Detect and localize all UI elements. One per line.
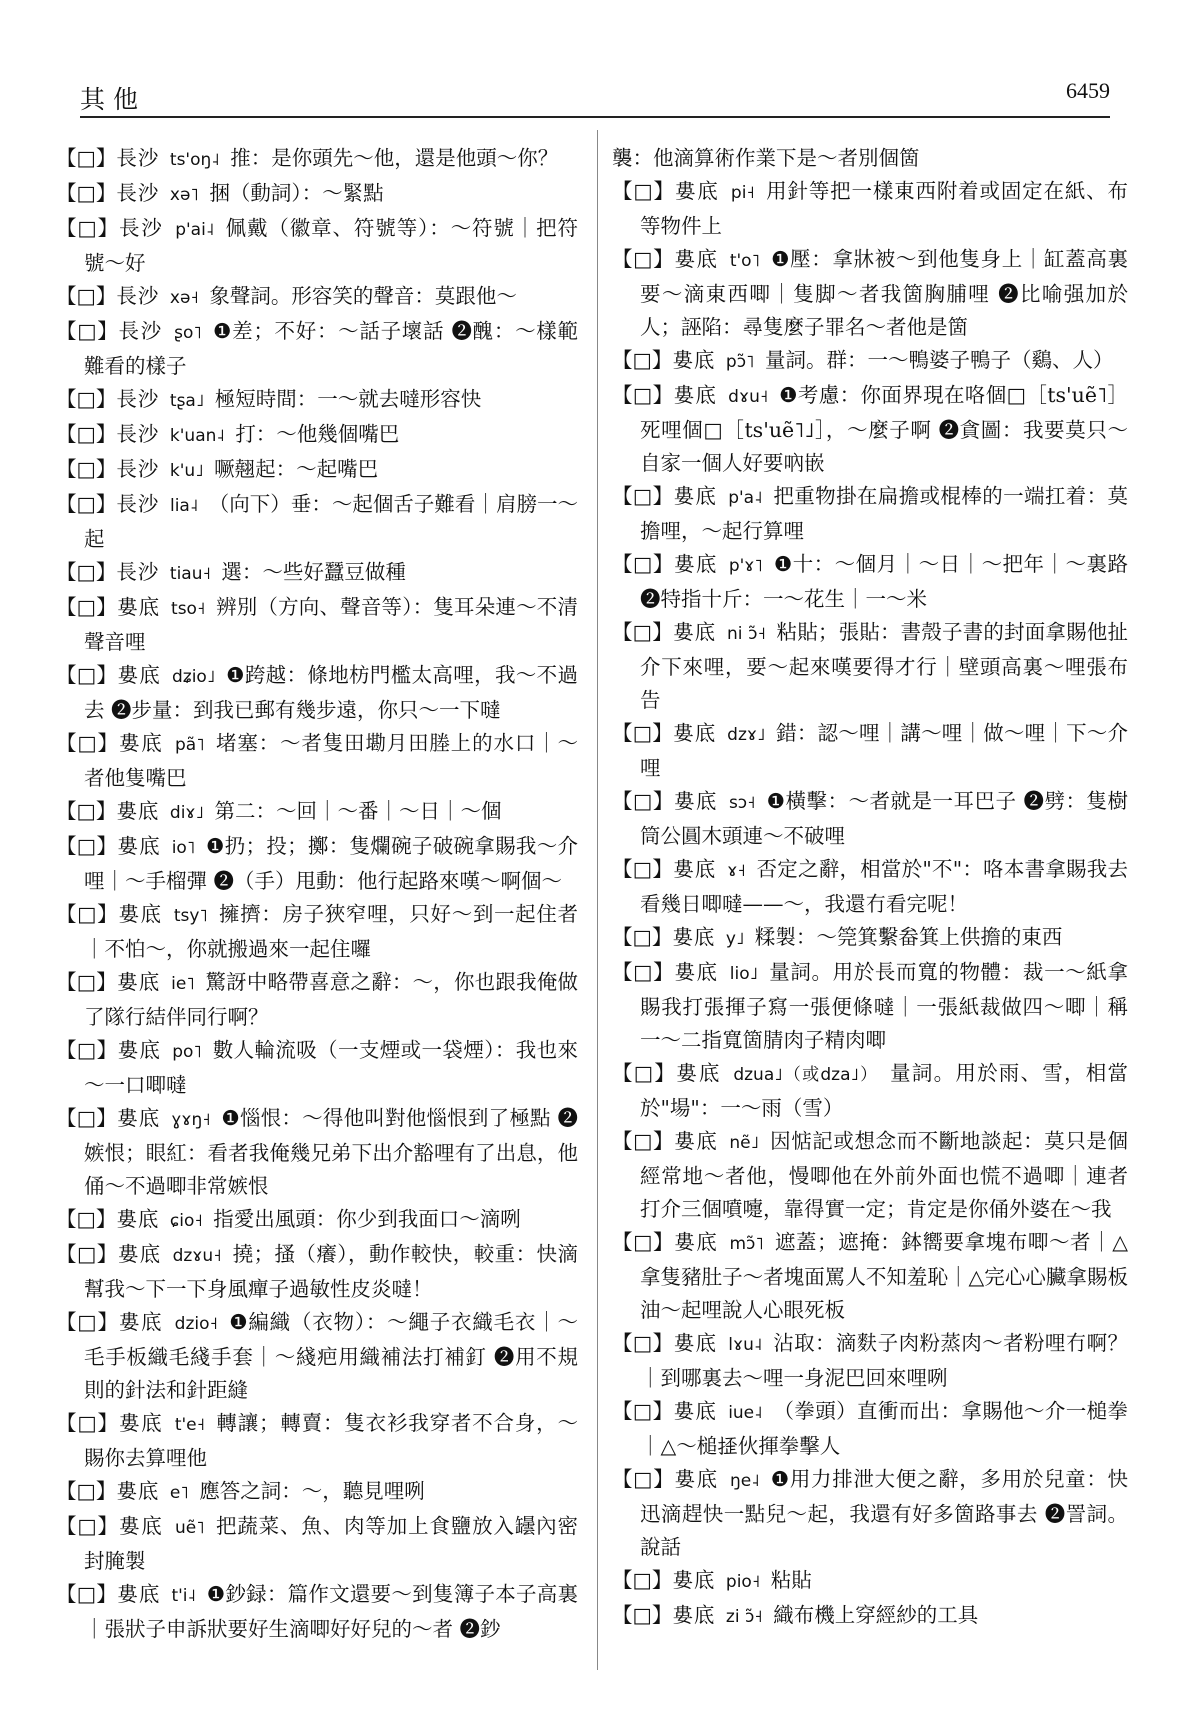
entry-tag: 【□】 <box>56 1106 118 1130</box>
entry-definition: 第二：～回｜～番｜～日｜～個 <box>214 799 502 823</box>
entry-tag: 【□】 <box>56 799 117 823</box>
dictionary-entry <box>612 616 1128 717</box>
entry-definition: 否定之辭，相當於"不"：咯本書拿賜我去看幾日唧噠——～，我還冇看完呢！ <box>640 857 1128 916</box>
column-divider <box>597 130 598 1670</box>
entry-definition: ❶編織（衣物）：～繩子衣織毛衣｜～毛手板織毛綫手套｜～綫疤用織補法打補釘 ❷用不規則的針法和針距縫 <box>84 1310 578 1402</box>
entry-ipa: lɤu˨ <box>728 1335 763 1355</box>
entry-definition: 用針等把一樣東西附着或固定在紙、布等物件上 <box>640 179 1128 238</box>
dictionary-entry <box>56 795 578 830</box>
entry-place: 長沙 <box>116 387 160 411</box>
entry-ipa: ŋe˨ <box>729 1471 760 1491</box>
entry-place: 婁底 <box>117 1242 162 1266</box>
entry-definition: 辨別（方向、聲音等）：隻耳朵連～不清聲音哩 <box>84 595 578 654</box>
dictionary-entry <box>56 383 578 418</box>
entry-ipa: tsy˥ <box>173 906 208 926</box>
entry-place: 婁底 <box>674 1230 719 1254</box>
entry-tag: 【□】 <box>612 960 675 984</box>
entry-tag: 【□】 <box>56 216 120 240</box>
entry-definition: 把重物掛在扁擔或棍棒的一端扛着：莫擔哩，～起行算哩 <box>640 484 1128 543</box>
entry-ipa: pi˧ <box>730 183 755 203</box>
entry-place: 婁底 <box>117 1038 162 1062</box>
dictionary-entry <box>56 659 578 727</box>
dictionary-entry <box>56 1510 578 1578</box>
entry-tag: 【□】 <box>56 731 119 755</box>
entry-place: 婁底 <box>674 247 719 271</box>
entry-tag: 【□】 <box>56 1514 119 1538</box>
entry-definition: （拳頭）直衝而出：拿賜他～介一槌拳｜△～槌𢱉伙揮拳擊人 <box>640 1399 1129 1458</box>
section-title: 其他 <box>80 85 147 114</box>
entry-definition: ❶十：～個月｜～日｜～把年｜～裏路 ❷特指十斤：一～花生｜一～米 <box>640 552 1128 611</box>
entry-place: 婁底 <box>116 1479 160 1503</box>
entry-ipa: ni ɔ̃˧ <box>727 624 766 644</box>
entry-tag: 【□】 <box>56 902 119 926</box>
entry-definition: 應答之詞：～，聽見哩咧 <box>199 1479 425 1503</box>
dictionary-entry <box>612 1125 1128 1226</box>
entry-tag: 【□】 <box>612 484 674 508</box>
entry-place: 婁底 <box>118 1514 164 1538</box>
entry-place: 長沙 <box>119 216 164 240</box>
dictionary-entry <box>56 212 578 280</box>
entry-tag: 【□】 <box>612 925 673 949</box>
dictionary-entry <box>612 243 1128 344</box>
entry-ipa: uẽ˥ <box>174 1518 205 1538</box>
entry-ipa: dzɤ˩ <box>727 725 766 745</box>
entry-place: 婁底 <box>673 383 718 407</box>
entry-tag: 【□】 <box>56 492 117 516</box>
entry-tag: 【□】 <box>56 1479 117 1503</box>
entry-ipa: dzɤu˧ <box>172 1246 222 1266</box>
entry-place: 長沙 <box>118 319 163 343</box>
entry-tag: 【□】 <box>612 857 674 881</box>
entry-definition: 推：是你頭先～他，還是他頭～你？ <box>230 146 559 170</box>
entry-definition: 佩戴（徽章、符號等）：～符號｜把符號～好 <box>84 216 579 275</box>
entry-tag: 【□】 <box>56 146 117 170</box>
entry-ipa: ie˥ <box>171 974 195 994</box>
entry-definition: 錯：認～哩｜講～哩｜做～哩｜下～介哩 <box>640 721 1128 780</box>
entry-place: 婁底 <box>674 179 720 203</box>
dictionary-entry <box>612 480 1128 548</box>
entry-tag: 【□】 <box>612 1603 673 1627</box>
dictionary-entry <box>56 556 578 591</box>
entry-tag: 【□】 <box>56 1207 117 1231</box>
dictionary-entry <box>612 717 1128 785</box>
entry-tag: 【□】 <box>612 620 673 644</box>
entry-tag: 【□】 <box>56 1411 119 1435</box>
page-header <box>80 78 1110 116</box>
entry-place: 婁底 <box>672 1568 716 1592</box>
entry-tag: 【□】 <box>56 595 117 619</box>
entry-definition: ❶用力排泄大便之辭，多用於兒童：快迅滴趕快一點兒～起，我還有好多箇路事去 ❷詈詞。說話 <box>640 1467 1128 1559</box>
entry-ipa: pio˧ <box>725 1572 761 1592</box>
dictionary-entry <box>56 591 578 659</box>
entry-ipa: nẽ˩ <box>729 1133 760 1153</box>
entry-place: 婁底 <box>116 1207 160 1231</box>
dictionary-entry <box>612 1599 1128 1634</box>
entry-ipa: ɤ˧ <box>727 861 746 881</box>
dictionary-entry <box>56 1407 578 1475</box>
entry-place: 婁底 <box>674 1129 719 1153</box>
entry-tag: 【□】 <box>612 179 675 203</box>
entry-ipa: xə˧ <box>169 288 199 308</box>
entry-tag: 【□】 <box>612 789 674 813</box>
entry-tag: 【□】 <box>612 1568 673 1592</box>
dictionary-entry <box>56 966 578 1034</box>
entry-place: 婁底 <box>116 799 160 823</box>
entry-place: 婁底 <box>118 902 163 926</box>
dictionary-entry <box>56 830 578 898</box>
dictionary-entry <box>612 956 1128 1057</box>
dictionary-entry <box>56 1306 578 1407</box>
page-number: 6459 <box>1066 78 1110 103</box>
entry-definition: 織布機上穿經紗的工具 <box>773 1603 979 1627</box>
entry-ipa: tʂa˩ <box>169 391 205 411</box>
entry-definition: 轉讓；轉賣：隻衣衫我穿者不合身，～賜你去算哩他 <box>84 1411 579 1470</box>
dictionary-entry <box>56 280 578 315</box>
entry-definition: 糅製：～筦箕繫畚箕上供擔的東西 <box>754 925 1063 949</box>
entry-place: 婁底 <box>672 620 717 644</box>
entry-continuation: 襲：他滴算術作業下是～者別個箇 <box>612 146 920 170</box>
dictionary-entry <box>612 853 1128 921</box>
dictionary-entry <box>612 1226 1128 1327</box>
entry-definition: ❶壓：拿牀被～到他隻身上｜缸蓋高裏要～滴東西唧｜隻脚～者我箇胸脯哩 ❷比喻强加於人；誣陷：尋隻麼子罪名～者他是箇 <box>640 247 1128 339</box>
entry-tag: 【□】 <box>612 1061 677 1085</box>
entry-definition: 極短時間：一～就去噠形容快 <box>214 387 482 411</box>
entry-definition: 打：～他幾個嘴巴 <box>235 422 400 446</box>
entry-ipa: mɔ̃˥ <box>729 1234 764 1254</box>
entry-ipa: ɕio˧ <box>169 1211 203 1231</box>
entry-place: 婁底 <box>673 552 718 576</box>
entry-place: 婁底 <box>672 348 716 372</box>
right-column <box>612 142 1128 1634</box>
entry-ipa: t'i˨ <box>171 1586 196 1606</box>
entry-ipa: dzua˩（或dza˩） <box>733 1065 879 1085</box>
dictionary-entry <box>56 142 578 177</box>
entry-tag: 【□】 <box>56 663 118 687</box>
entry-definition: ❶扔；投；擲：隻爛碗子破碗拿賜我～介哩｜～手榴彈 ❷（手）甩動：他行起路來嘆～啊個～ <box>84 834 578 893</box>
header-rule <box>80 116 1110 118</box>
entry-ipa: k'uan˨ <box>169 426 225 446</box>
entry-ipa: p'a˨ <box>728 488 763 508</box>
entry-place: 婁底 <box>117 663 162 687</box>
entry-place: 長沙 <box>116 560 160 584</box>
dictionary-entry <box>56 898 578 966</box>
entry-ipa: pɔ̃˥ <box>725 352 755 372</box>
entry-definition: 把蔬菜、魚、肉等加上食鹽放入罎內密封腌製 <box>84 1514 579 1573</box>
entry-place: 婁底 <box>117 1582 161 1606</box>
dictionary-entry <box>56 418 578 453</box>
entry-tag: 【□】 <box>612 247 675 271</box>
dictionary-entry <box>612 379 1128 480</box>
dictionary-entry <box>56 1475 578 1510</box>
entry-ipa: lio˩ <box>729 964 759 984</box>
dictionary-entry <box>56 727 578 795</box>
entry-tag: 【□】 <box>56 970 117 994</box>
entry-tag: 【□】 <box>612 1399 674 1423</box>
entry-tag: 【□】 <box>56 1242 118 1266</box>
entry-tag: 【□】 <box>612 1230 675 1254</box>
entry-definition: 堵塞：～者隻田墈月田塍上的水口｜～者他隻嘴巴 <box>84 731 579 790</box>
entry-ipa: zi ɔ̃˧ <box>725 1607 763 1627</box>
entry-tag: 【□】 <box>612 348 673 372</box>
entry-ipa: dzio˧ <box>174 1314 218 1334</box>
entry-ipa: e˥ <box>169 1483 189 1503</box>
entry-ipa: lia˨ <box>169 496 199 516</box>
dictionary-entry <box>56 1238 578 1306</box>
entry-definition: ❶差；不好：～話子壞話 ❷醜：～樣範難看的樣子 <box>84 319 578 378</box>
dictionary-entry <box>56 488 578 556</box>
entry-definition: ❶跨越：條地枋門檻太高哩，我～不過去 ❷步量：到我已郵有幾步遠，你只～一下噠 <box>84 663 578 722</box>
entry-ipa: sɔ˧ <box>728 793 756 813</box>
entry-definition: 擁擠：房子狹窄哩，只好～到一起住者｜不怕～，你就搬過來一起住囉 <box>84 902 578 961</box>
dictionary-entry <box>56 315 578 383</box>
entry-ipa: y˩ <box>725 929 745 949</box>
entry-definition: 捆（動詞）：～緊點 <box>209 181 384 205</box>
entry-place: 長沙 <box>116 181 160 205</box>
entry-place: 婁底 <box>674 1467 719 1491</box>
entry-tag: 【□】 <box>612 1331 674 1355</box>
entry-ipa: t'e˧ <box>174 1415 206 1435</box>
entry-ipa: t'o˥ <box>729 251 760 271</box>
entry-ipa: po˥ <box>172 1042 202 1062</box>
entry-tag: 【□】 <box>56 387 117 411</box>
entry-definition: 選：～些好蠶豆做種 <box>221 560 406 584</box>
entry-definition: 沾取：滴麩子肉粉蒸肉～者粉哩冇啊？｜到哪裏去～哩一身泥巴回來哩咧 <box>640 1331 1129 1390</box>
dictionary-entry <box>612 1564 1128 1599</box>
entry-definition: 指愛出風頭：你少到我面口～滴咧 <box>213 1207 521 1231</box>
entry-place: 長沙 <box>116 146 160 170</box>
entry-ipa: tso˧ <box>171 599 206 619</box>
entry-place: 婁底 <box>674 960 719 984</box>
entry-place: 婁底 <box>673 1399 718 1423</box>
entry-place: 婁底 <box>117 1106 161 1130</box>
dictionary-entry <box>612 142 1128 175</box>
entry-ipa: ts'oŋ˨ <box>169 150 220 170</box>
entry-definition: 遮蓋；遮掩：鉢嚮要拿塊布唧～者｜△拿隻豬肚子～者塊面罵人不知羞恥｜△完心心臟拿賜板油～起哩說人心眼死板 <box>640 1230 1128 1322</box>
dictionary-entry <box>56 453 578 488</box>
entry-tag: 【□】 <box>612 552 674 576</box>
entry-definition: 粘貼 <box>770 1568 812 1592</box>
entry-place: 婁底 <box>673 721 717 745</box>
entry-ipa: pã˥ <box>175 735 205 755</box>
entry-ipa: ʂo˥ <box>174 323 202 343</box>
entry-definition: ❶鈔録：篇作文還要～到隻簿子本子高裏｜張狀子申訴狀要好生滴唧好好兒的～者 ❷鈔 <box>84 1582 578 1641</box>
entry-ipa: io˥ <box>171 838 196 858</box>
entry-place: 婁底 <box>673 1331 718 1355</box>
entry-ipa: dʑio˩ <box>171 667 216 687</box>
entry-ipa: k'u˩ <box>169 461 204 481</box>
entry-place: 婁底 <box>673 484 718 508</box>
left-column <box>56 142 578 1646</box>
dictionary-entry <box>56 1578 578 1646</box>
entry-tag: 【□】 <box>612 383 674 407</box>
entry-ipa: iue˨ <box>728 1403 763 1423</box>
entry-definition: ❶惱恨：～得他叫對他惱恨到了極點 ❷嫉恨；眼紅：看者我俺幾兄弟下出介豁哩有了出息，他俑～不過唧非常嫉恨 <box>84 1106 578 1198</box>
entry-place: 婁底 <box>672 925 716 949</box>
entry-definition: 因惦記或想念而不斷地談起：莫只是個經常地～者他，慢唧他在外前外面也慌不過唧｜連者打介三個噴嚏，靠得實一定；肯定是你俑外婆在～我 <box>640 1129 1128 1221</box>
dictionary-entry <box>612 175 1128 243</box>
entry-place: 婁底 <box>118 731 164 755</box>
entry-definition: 象聲詞。形容笑的聲音：莫跟他～ <box>209 284 517 308</box>
entry-ipa: dɤu˧ <box>728 387 769 407</box>
dictionary-entry <box>56 1102 578 1203</box>
dictionary-entry <box>56 177 578 212</box>
entry-ipa: tiau˧ <box>169 564 211 584</box>
dictionary-entry <box>612 1395 1128 1463</box>
entry-definition: 量詞。用於長而寬的物體：裁一～紙拿賜我打張揮子寫一張便條噠｜一張紙裁做四～唧｜稱一～二指寬箇腈肉子精肉唧 <box>640 960 1129 1052</box>
entry-place: 婁底 <box>673 857 717 881</box>
entry-place: 婁底 <box>117 834 161 858</box>
entry-place: 婁底 <box>117 970 161 994</box>
entry-place: 婁底 <box>118 1310 164 1334</box>
entry-definition: ❶橫擊：～者就是一耳巴子 ❷劈：隻樹筒公圓木頭連～不破哩 <box>640 789 1129 848</box>
entry-place: 長沙 <box>116 422 160 446</box>
entry-tag: 【□】 <box>56 319 119 343</box>
entry-tag: 【□】 <box>56 284 117 308</box>
entry-place: 婁底 <box>672 1603 716 1627</box>
entry-place: 婁底 <box>676 1061 722 1085</box>
entry-place: 婁底 <box>118 1411 164 1435</box>
entry-definition: 驚訝中略帶喜意之辭：～，你也跟我俺做了隊行結伴同行啊？ <box>84 970 578 1029</box>
entry-ipa: xə˥ <box>169 185 199 205</box>
entry-place: 長沙 <box>116 284 160 308</box>
entry-tag: 【□】 <box>56 1582 118 1606</box>
entry-definition: 噘翹起：～起嘴巴 <box>214 457 379 481</box>
dictionary-entry <box>612 1327 1128 1395</box>
entry-definition: 撓；搔（癢），動作較快，較重：快滴幫我～下一下身風癉子過敏性皮炎噠！ <box>84 1242 578 1301</box>
entry-definition: （向下）垂：～起個舌子難看｜肩膀一～起 <box>84 492 578 551</box>
entry-tag: 【□】 <box>56 422 117 446</box>
entry-ipa: diɤ˩ <box>169 803 204 823</box>
entry-tag: 【□】 <box>612 1467 675 1491</box>
dictionary-entry <box>612 1057 1128 1125</box>
entry-tag: 【□】 <box>56 1038 118 1062</box>
entry-definition: ❶考慮：你面界現在咯個□［ts'uẽ˥］死哩個□［ts'uẽ˥˩］，～麼子啊 ❷貪圖：我要莫只～自家一個人好要吶嵌 <box>640 383 1129 475</box>
entry-tag: 【□】 <box>56 457 117 481</box>
entry-place: 婁底 <box>116 595 161 619</box>
entry-ipa: ɣɤŋ˧ <box>171 1110 211 1130</box>
entry-definition: 數人輪流吸（一支煙或一袋煙）：我也來～一口唧噠 <box>84 1038 578 1097</box>
dictionary-entry <box>612 548 1128 616</box>
entry-tag: 【□】 <box>612 721 673 745</box>
entry-ipa: p'ai˨ <box>175 220 215 240</box>
entry-tag: 【□】 <box>56 1310 119 1334</box>
dictionary-entry <box>612 344 1128 379</box>
entry-place: 婁底 <box>673 789 718 813</box>
entry-definition: 量詞。群：一～鴨婆子鴨子（鷄、人） <box>764 348 1114 372</box>
dictionary-entry <box>612 785 1128 853</box>
entry-ipa: p'ɤ˥ <box>728 556 763 576</box>
entry-tag: 【□】 <box>56 560 117 584</box>
dictionary-entry <box>56 1203 578 1238</box>
entry-place: 長沙 <box>116 492 160 516</box>
entry-tag: 【□】 <box>56 181 117 205</box>
dictionary-entry <box>612 921 1128 956</box>
entry-tag: 【□】 <box>56 834 118 858</box>
dictionary-entry <box>56 1034 578 1102</box>
entry-definition: 量詞。用於雨、雪，相當於"場"：一～雨（雪） <box>640 1061 1128 1120</box>
entry-tag: 【□】 <box>612 1129 675 1153</box>
entry-place: 長沙 <box>116 457 160 481</box>
entry-definition: 粘貼；張貼：書殼子書的封面拿賜他扯介下來哩，要～起來嘆要得才行｜壁頭高裏～哩張布告 <box>640 620 1128 712</box>
dictionary-entry <box>612 1463 1128 1564</box>
